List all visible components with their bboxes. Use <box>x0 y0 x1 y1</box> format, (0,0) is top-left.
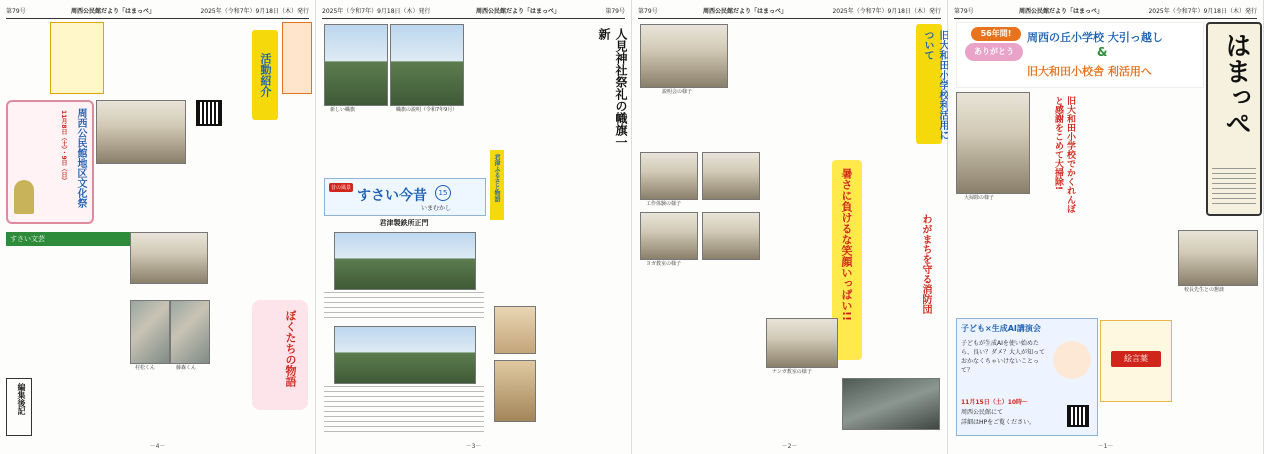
caption-text <box>324 386 484 434</box>
firefighter-photo <box>842 378 940 430</box>
poem-text <box>6 250 126 370</box>
page-2 <box>632 0 948 454</box>
issue-date: 2025年（令和7年）9月18日（木）発行 <box>1148 8 1257 15</box>
editor-note-title: 編集後記 <box>17 383 26 415</box>
photo-caption: ナンガ教室の様子 <box>772 369 812 375</box>
cleanup-photo <box>956 92 1030 194</box>
gate-photo-old <box>334 232 476 290</box>
ai-lecture-body: 子どもが生成AIを使い始めたら、良い？ダメ？大人が知っておかなくちゃいけないことって？ <box>961 340 1046 374</box>
photo-caption: 校長先生との懇談 <box>1184 287 1225 293</box>
editor-note-box <box>6 378 32 436</box>
series-subtitle: いまむかし <box>421 205 452 212</box>
meeting-photo <box>1178 230 1258 286</box>
years-badge: 56年間! <box>971 27 1021 41</box>
photo-caption: 幟旗の説明（令和7年9月） <box>396 107 458 113</box>
qr-code <box>196 100 222 126</box>
ai-lecture-headline: 子ども×生成AI講演会 <box>961 324 1041 333</box>
photo-caption: 工作体験の様子 <box>646 201 682 207</box>
page-header <box>954 6 1257 19</box>
article-text <box>540 306 624 434</box>
furusato-tag <box>490 150 504 220</box>
masthead-title: はまっぺ <box>1221 32 1251 136</box>
event-photo <box>130 232 208 284</box>
culture-festival-headline: 周西公民館地区文化祭 <box>75 108 86 208</box>
series-tag: 昔の風景 <box>331 185 352 191</box>
page-header <box>6 6 309 19</box>
lead-banner <box>956 22 1204 88</box>
article-text <box>792 24 912 144</box>
poster-box <box>1100 320 1172 402</box>
illustration <box>494 360 536 422</box>
article-text <box>868 214 914 374</box>
banner-photo <box>390 24 464 106</box>
issue-number: 第79号 <box>605 8 625 15</box>
article-text <box>1032 92 1050 212</box>
article-text <box>468 24 588 116</box>
child-illustration-icon <box>1053 341 1091 379</box>
class-photo <box>766 318 838 368</box>
photo-caption: 大掃除の様子 <box>964 195 995 201</box>
poster-title: 絵言葉 <box>1111 351 1161 367</box>
photo-caption: 新しい幟旗 <box>330 107 356 113</box>
ai-lecture-note: 詳細はHPをご覧ください。 <box>961 419 1036 426</box>
page-1 <box>948 0 1264 454</box>
article-text <box>762 152 828 312</box>
series-number: 15 <box>435 185 451 201</box>
paper-name: 周西公民館だより「はまっぺ」 <box>71 8 156 15</box>
article-text <box>956 220 1116 312</box>
lead-line-2: 旧大和田小校舎 利活用へ <box>1027 65 1152 78</box>
page-number: －2－ <box>781 443 798 450</box>
gate-title: 君津製鉄所正門 <box>379 219 429 227</box>
photo-caption: 藤森くん <box>176 365 197 371</box>
issue-number: 第79号 <box>638 8 658 15</box>
page-number: －4－ <box>149 443 166 450</box>
culture-festival-box <box>6 100 94 224</box>
page-number: －1－ <box>1097 443 1114 450</box>
furusato-title: 君津ふるさと物語 <box>493 154 500 202</box>
workshop-photo <box>640 152 698 200</box>
article-text <box>508 150 624 300</box>
festival-headline: 人見神社祭礼の幟旗一新 <box>597 28 628 148</box>
article-text <box>6 22 46 92</box>
smile-headline: 暑さに負けるな笑顔いっぱい!! <box>840 168 853 322</box>
issue-number: 第79号 <box>6 8 26 15</box>
kids-corner-box <box>252 300 308 410</box>
article-text <box>324 122 484 172</box>
school-headline: 旧大和田小学校利活用について <box>922 30 948 140</box>
series-title: すさい今昔 <box>357 188 427 204</box>
ai-lecture-box <box>956 318 1098 436</box>
article-text <box>36 378 246 434</box>
publisher-info <box>1212 168 1256 208</box>
page-header <box>322 6 625 19</box>
sub-headline: 旧大和田小学校でかくれんぼと感謝をこめて大掃除! <box>1053 96 1075 213</box>
workshop-photo <box>640 212 698 260</box>
page-4 <box>0 0 316 454</box>
photo-caption: ヨガ教室の様子 <box>646 261 682 267</box>
child-photo <box>130 300 170 364</box>
article-text <box>640 270 760 390</box>
paper-name: 周西公民館だより「はまっぺ」 <box>703 8 788 15</box>
paper-name: 周西公民館だより「はまっぺ」 <box>1019 8 1104 15</box>
culture-festival-date: 11月8日（土）・9日（日） <box>60 110 67 184</box>
thanks-badge: ありがとう <box>965 43 1023 61</box>
mascot-icon <box>14 180 34 214</box>
lead-ampersand: & <box>1097 45 1108 59</box>
photo-caption: 村松くん <box>135 365 156 371</box>
paper-name: 周西公民館だより「はまっぺ」 <box>475 8 560 15</box>
gate-photo-new <box>334 326 476 384</box>
activity-photo <box>96 100 186 164</box>
issue-date: 2025年（令和7年）9月18日（木）発行 <box>200 8 309 15</box>
child-photo <box>170 300 210 364</box>
series-header <box>324 178 486 216</box>
article-text <box>186 128 310 224</box>
issue-date: 2025年（令和7年）9月18日（木）発行 <box>322 8 431 15</box>
illustration <box>494 306 536 354</box>
qr-code <box>1067 405 1089 427</box>
ai-lecture-date: 11月15日（土）10時～ <box>961 399 1029 406</box>
activity-headline: 活動紹介 <box>252 30 278 120</box>
kids-corner-title: ぼくたちの物語 <box>284 310 297 387</box>
article-text <box>1084 90 1202 210</box>
fire-headline: わがまちを守る消防団 <box>920 214 931 314</box>
issue-date: 2025年（令和7年）9月18日（木）発行 <box>832 8 941 15</box>
page-header <box>638 6 941 19</box>
ai-lecture-place: 周西公民館にて <box>961 409 1004 416</box>
page-3 <box>316 0 632 454</box>
workshop-photo <box>702 152 760 200</box>
article-text <box>1120 220 1174 312</box>
activity-box <box>282 22 312 94</box>
page-number: －3－ <box>465 443 482 450</box>
suisai-corner-title: すさい文芸 <box>6 232 130 246</box>
meeting-photo <box>640 24 728 88</box>
school-headline-box <box>916 24 948 144</box>
banner-photo <box>324 24 388 106</box>
lead-line-1: 周西の丘小学校 大引っ越し <box>1027 31 1163 44</box>
article-text <box>732 24 788 144</box>
caption-text <box>324 292 484 322</box>
photo-caption: 説明会の様子 <box>662 89 693 95</box>
masthead-box <box>1206 22 1262 216</box>
notice-box <box>50 22 104 94</box>
issue-number: 第79号 <box>954 8 974 15</box>
workshop-photo <box>702 212 760 260</box>
article-text <box>1176 300 1256 434</box>
